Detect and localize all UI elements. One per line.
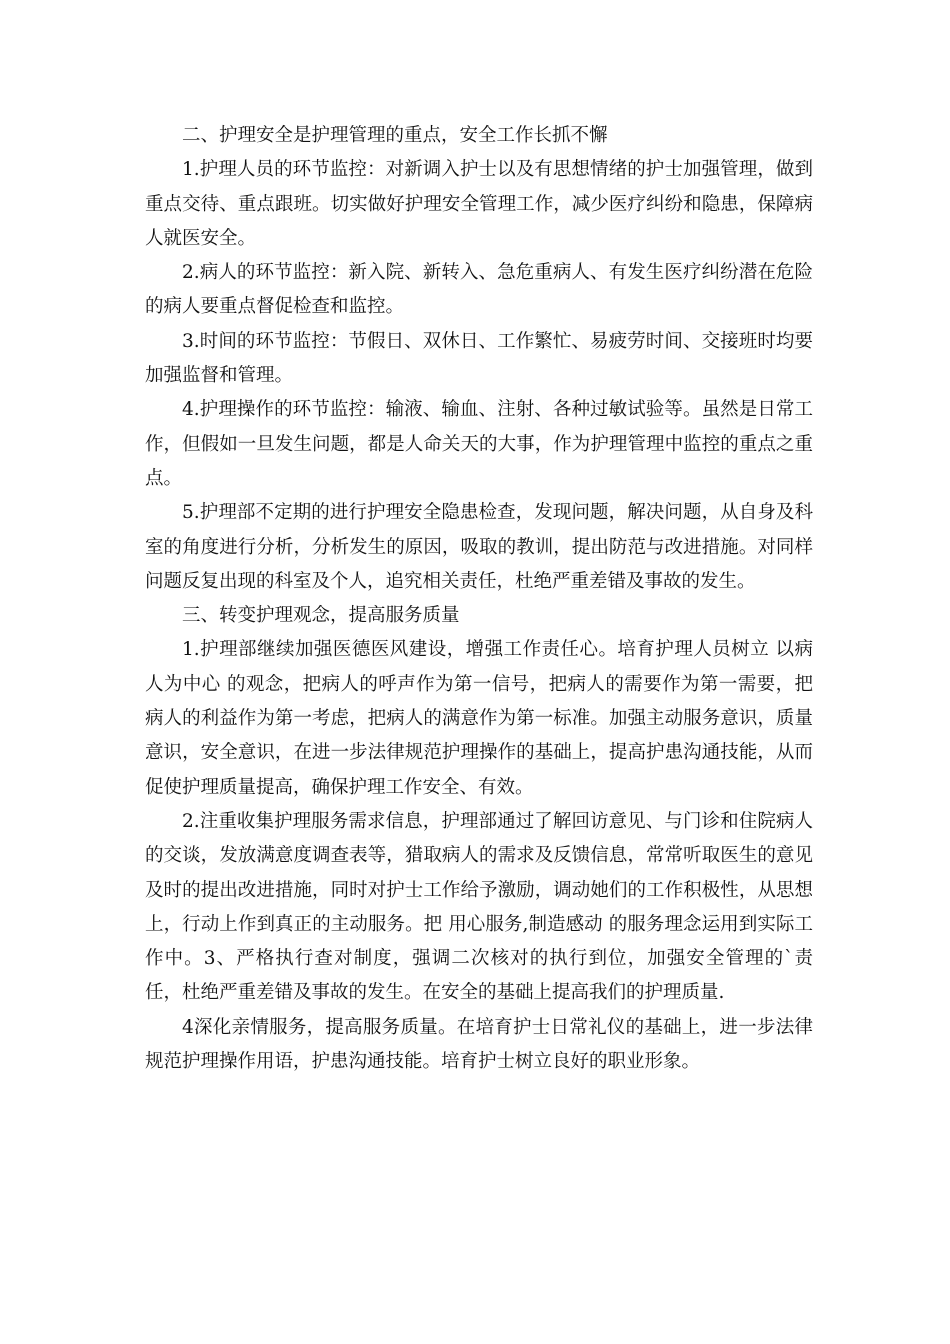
paragraph-caring-service: 4深化亲情服务，提高服务质量。在培育护士日常礼仪的基础上，进一步法律规范护理操作用语，护患沟通技能。培育护士树立良好的职业形象。 [145,1016,813,1073]
document-page [145,119,813,1079]
paragraph-hazard-inspection: 5.护理部不定期的进行护理安全隐患检查，发现问题，解决问题，从自身及科室的角度进行分析，分析发生的原因，吸取的教训，提出防范与改进措施。对同样问题反复出现的科室及个人，追究相关责任，杜绝严重差错及事故的发生。 [145,502,813,592]
paragraph-patient-monitoring: 2.病人的环节监控：新入院、新转入、急危重病人、有发生医疗纠纷潜在危险的病人要重点督促检查和监控。 [145,262,813,318]
paragraph-time-monitoring: 3.时间的环节监控：节假日、双休日、工作繁忙、易疲劳时间、交接班时均要加强监督和管理。 [145,330,813,387]
section-heading-service-quality: 三、转变护理观念，提高服务质量 [182,605,460,627]
paragraph-operation-monitoring: 4.护理操作的环节监控：输液、输血、注射、各种过敏试验等。虽然是日常工作，但假如一旦发生问题，都是人命关天的大事，作为护理管理中监控的重点之重点。 [145,399,813,489]
paragraph-staff-monitoring: 1.护理人员的环节监控：对新调入护士以及有思想情绪的护士加强管理，做到重点交待、重点跟班。切实做好护理安全管理工作，减少医疗纠纷和隐患，保障病人就医安全。 [145,159,813,249]
paragraph-feedback-collection: 2.注重收集护理服务需求信息，护理部通过了解回访意见、与门诊和住院病人的交谈，发放满意度调查表等，猎取病人的需求及反馈信息，常常听取医生的意见及时的提出改进措施，同时对护士工作给予激励，调动她们的工作积极性，从思想上，行动上作到真正的主动服务。把 用心服务,制造感动 的服务理念运用到实际工作中。3、严格执行查对制度，强调二次核对的执行到位，加强安全管理的`责任，杜绝严重差错及事故的发生。在安全的基础上提高我们的护理质量. [145,810,813,1004]
paragraph-ethics-building: 1.护理部继续加强医德医风建设，增强工作责任心。培育护理人员树立 以病人为中心 的观念，把病人的呼声作为第一信号，把病人的需要作为第一需要，把病人的利益作为第一考虑，把病人的满意作为第一标准。加强主动服务意识，质量意识，安全意识，在进一步法律规范护理操作的基础上，提高护患沟通技能，从而促使护理质量提高，确保护理工作安全、有效。 [145,639,813,798]
section-heading-nursing-safety: 二、护理安全是护理管理的重点，安全工作长抓不懈 [182,125,608,146]
